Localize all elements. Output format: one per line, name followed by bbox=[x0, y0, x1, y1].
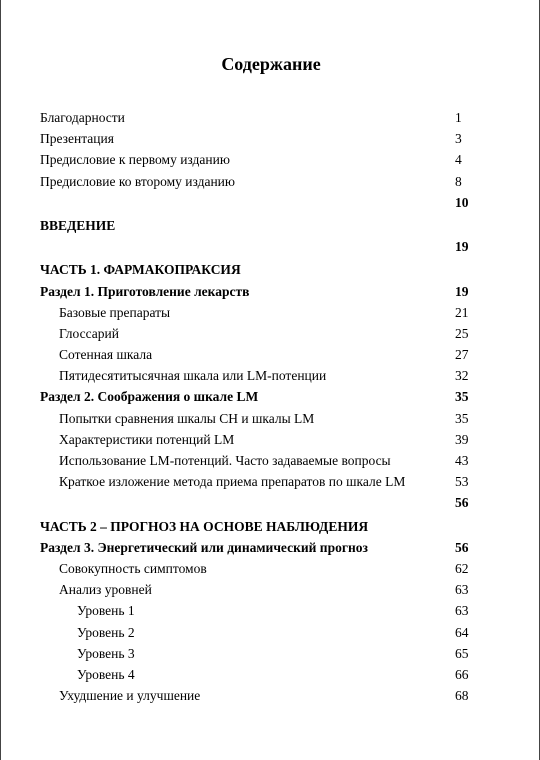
toc-entry bbox=[1, 323, 540, 344]
toc-entry-label: Предисловие к первому изданию bbox=[40, 152, 230, 168]
toc-page-number: 68 bbox=[455, 688, 469, 704]
toc-entry-label: Уровень 2 bbox=[77, 624, 135, 640]
toc-entry bbox=[1, 192, 540, 213]
toc-page-number: 8 bbox=[455, 173, 462, 189]
toc-entry-label: Попытки сравнения шкалы CH и шкалы LM bbox=[59, 410, 315, 426]
toc-page-number: 3 bbox=[455, 131, 462, 147]
toc-entry bbox=[1, 537, 540, 558]
toc-entry-label: Уровень 4 bbox=[77, 666, 135, 682]
toc-page-number: 65 bbox=[455, 645, 469, 661]
toc-entry bbox=[1, 516, 540, 537]
toc-entry bbox=[1, 344, 540, 365]
toc-entry-label: Уровень 1 bbox=[77, 603, 135, 619]
toc-entry bbox=[1, 236, 540, 257]
toc-entry-label: Пятидесятитысячная шкала или LM-потенции bbox=[59, 368, 327, 384]
toc-entry bbox=[1, 664, 540, 685]
toc-entry bbox=[1, 579, 540, 600]
toc-entry-label: ВВЕДЕНИЕ bbox=[40, 217, 116, 233]
toc-page-number: 19 bbox=[455, 239, 469, 255]
toc-entry bbox=[1, 107, 540, 128]
toc-entry bbox=[1, 600, 540, 621]
toc-entry-label: ЧАСТЬ 1. ФАРМАКОПРАКСИЯ bbox=[40, 262, 241, 278]
toc-entry bbox=[1, 128, 540, 149]
toc-entry-label: Краткое изложение метода приема препаратов по шкале LM bbox=[59, 474, 406, 490]
toc-page-number: 25 bbox=[455, 325, 469, 341]
toc-entry-label: Презентация bbox=[40, 131, 114, 147]
toc-page-number: 63 bbox=[455, 582, 469, 598]
toc-entry-label: Предисловие ко второму изданию bbox=[40, 173, 235, 189]
toc-page-number: 10 bbox=[455, 194, 469, 210]
toc-page-number: 66 bbox=[455, 666, 469, 682]
toc-entry bbox=[1, 259, 540, 280]
toc-entry bbox=[1, 471, 540, 492]
toc-entry bbox=[1, 685, 540, 706]
toc-entry bbox=[1, 149, 540, 170]
toc-entry-label: Совокупность симптомов bbox=[59, 560, 207, 576]
toc-page-number: 62 bbox=[455, 560, 469, 576]
toc-page-number: 43 bbox=[455, 453, 469, 468]
toc-page-number: 53 bbox=[455, 474, 469, 490]
toc-page-number: 63 bbox=[455, 603, 469, 619]
toc-entry-label: Глоссарий bbox=[59, 325, 119, 341]
toc-entry bbox=[1, 450, 540, 471]
toc-page-number: 21 bbox=[455, 304, 469, 320]
toc-page-number: 56 bbox=[455, 495, 469, 511]
toc-entry-label: Ухудшение и улучшение bbox=[59, 688, 201, 704]
toc-entry-label: Сотенная шкала bbox=[59, 347, 153, 363]
toc-page-number: 19 bbox=[455, 283, 469, 299]
toc-entry bbox=[1, 171, 540, 192]
toc-entry-label: Благодарности bbox=[40, 110, 125, 125]
page-title: Содержание bbox=[221, 54, 321, 74]
toc-entry-label: Использование LM-потенций. Часто задаваемые вопросы bbox=[59, 453, 391, 468]
toc-entry bbox=[1, 281, 540, 302]
toc-entry-label: ЧАСТЬ 2 – ПРОГНОЗ НА ОСНОВЕ НАБЛЮДЕНИЯ bbox=[40, 518, 369, 534]
toc-page-number: 32 bbox=[455, 368, 469, 384]
toc-page-number: 35 bbox=[455, 389, 469, 405]
toc-page-number: 64 bbox=[455, 624, 469, 640]
toc-entry bbox=[1, 429, 540, 450]
toc-entry bbox=[1, 215, 540, 236]
toc-entry bbox=[1, 365, 540, 386]
toc-entry bbox=[1, 622, 540, 643]
toc-entry bbox=[1, 558, 540, 579]
toc-entry-label: Уровень 3 bbox=[77, 645, 135, 661]
toc-page-number: 35 bbox=[455, 410, 469, 426]
toc-page-number: 1 bbox=[455, 110, 462, 125]
toc-page-number: 4 bbox=[455, 152, 462, 168]
toc-entry-label: Базовые препараты bbox=[59, 304, 171, 320]
toc-entry bbox=[1, 643, 540, 664]
toc-page-number: 56 bbox=[455, 539, 469, 555]
toc-entry bbox=[1, 302, 540, 323]
toc-entry bbox=[1, 408, 540, 429]
toc-entry-label: Раздел 2. Соображения о шкале LM bbox=[40, 389, 259, 405]
toc-page-number: 27 bbox=[455, 347, 469, 363]
toc-entry-label: Раздел 3. Энергетический или динамический прогноз bbox=[40, 539, 368, 555]
toc-entry-label: Раздел 1. Приготовление лекарств bbox=[40, 283, 250, 299]
toc-entry bbox=[1, 492, 540, 513]
table-of-contents bbox=[1, 107, 540, 706]
toc-entry-label: Анализ уровней bbox=[59, 582, 152, 598]
toc-entry-label: Характеристики потенций LM bbox=[59, 431, 235, 447]
toc-page-number: 39 bbox=[455, 431, 469, 447]
toc-entry bbox=[1, 386, 540, 407]
